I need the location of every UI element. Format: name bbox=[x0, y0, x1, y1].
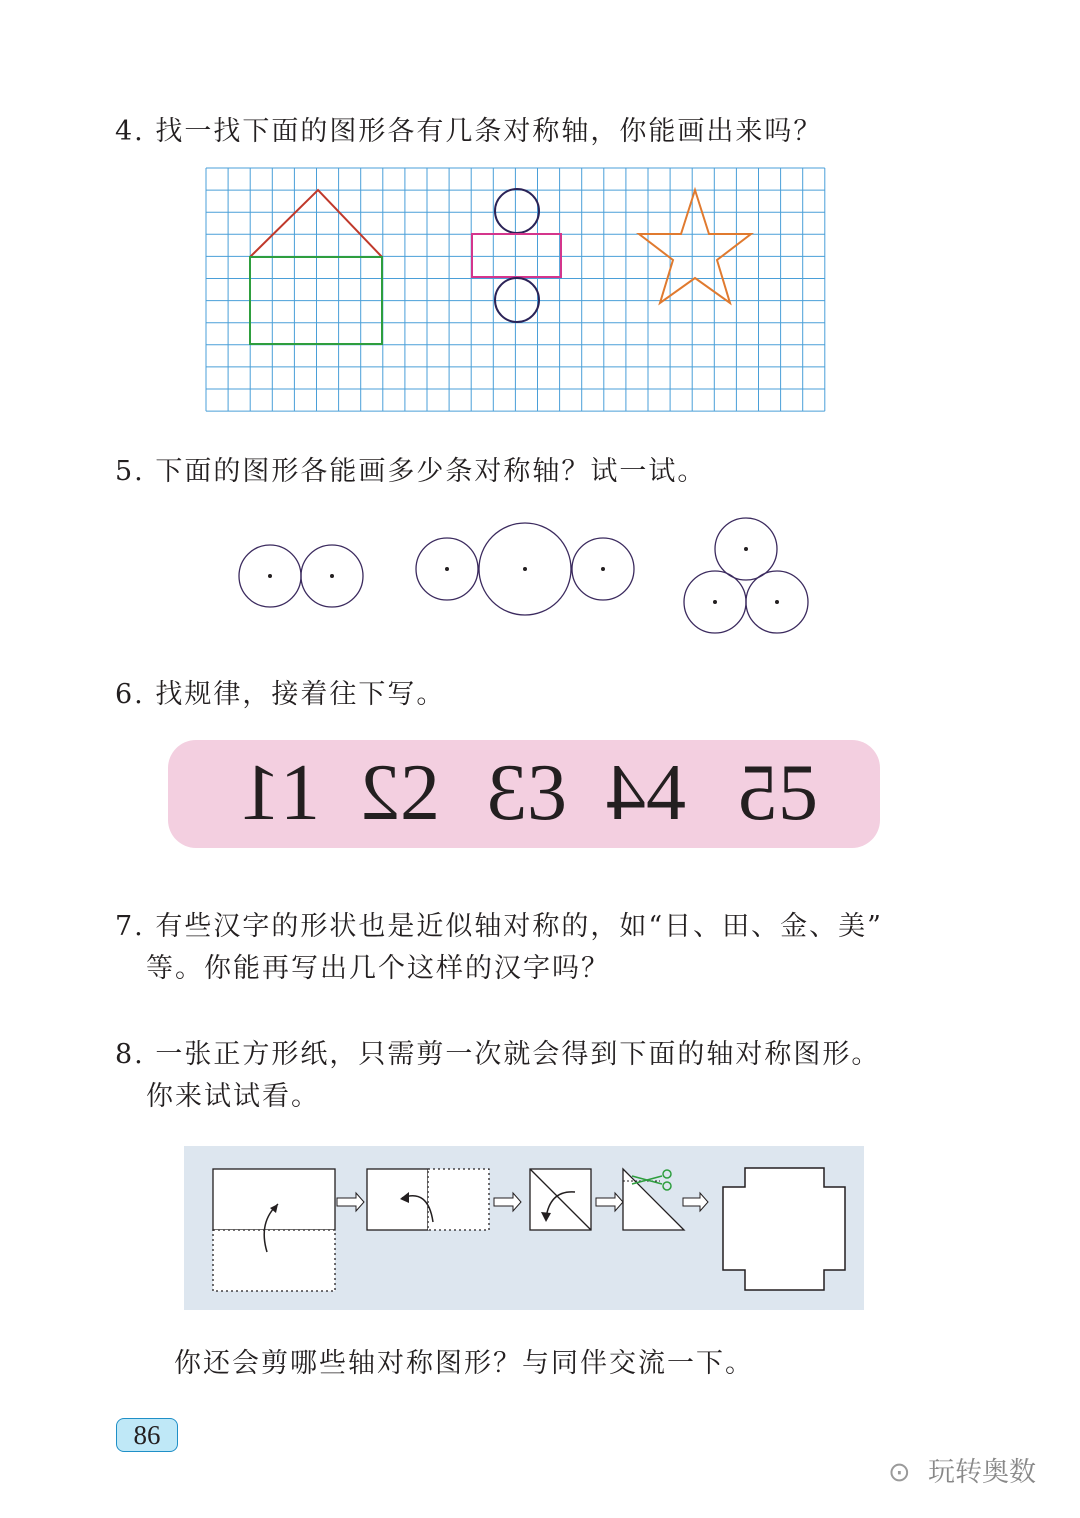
middle-rectangle bbox=[472, 234, 561, 277]
bottom-circle bbox=[495, 278, 539, 322]
center-dot bbox=[601, 567, 605, 571]
mirror-digit-3 bbox=[487, 748, 567, 838]
step-1-square bbox=[213, 1169, 335, 1291]
center-dot bbox=[268, 574, 272, 578]
five-point-star bbox=[639, 190, 751, 303]
center-dot bbox=[523, 567, 527, 571]
mirrored-half: 4 bbox=[606, 749, 646, 837]
page-number: 86 bbox=[116, 1418, 178, 1452]
wechat-icon: ⊙ bbox=[888, 1457, 911, 1488]
question-8-followup: 你还会剪哪些轴对称图形？与同伴交流一下。 bbox=[174, 1348, 754, 1379]
center-dot bbox=[330, 574, 334, 578]
top-circle bbox=[495, 189, 539, 233]
watermark-text: 玩转奥数 bbox=[928, 1457, 1036, 1488]
mirror-digit-2 bbox=[360, 748, 440, 838]
watermark bbox=[888, 1450, 1036, 1489]
question-7-line-2: 等。你能再写出几个这样的汉字吗？ bbox=[146, 953, 610, 984]
mirrored-half: 3 bbox=[487, 749, 527, 837]
step-2-folded bbox=[367, 1169, 428, 1230]
question-6-text: 6. 找规律，接着往下写。 bbox=[115, 679, 446, 710]
mirror-digit-5 bbox=[738, 748, 818, 838]
mirrored-half: 5 bbox=[738, 749, 778, 837]
question-8-line-2: 你来试试看。 bbox=[146, 1081, 320, 1112]
question-7-line-1: 7. 有些汉字的形状也是近似轴对称的，如“日、田、金、美” bbox=[115, 911, 883, 942]
step-2-dotted-half bbox=[428, 1169, 489, 1230]
three-circles-triangle-figure bbox=[684, 518, 808, 633]
mirror-digit-4 bbox=[606, 748, 686, 838]
mirrored-half: 2 bbox=[360, 749, 400, 837]
square-grid bbox=[206, 168, 825, 411]
digit: 4 bbox=[646, 749, 686, 837]
digit: 5 bbox=[778, 749, 818, 837]
question-8-line-1: 8. 一张正方形纸，只需剪一次就会得到下面的轴对称图形。 bbox=[115, 1039, 881, 1070]
center-dot bbox=[445, 567, 449, 571]
mirrored-half: 1 bbox=[240, 749, 280, 837]
center-dot bbox=[775, 600, 779, 604]
two-circles-figure bbox=[239, 545, 363, 607]
center-dot bbox=[713, 600, 717, 604]
question-5-text: 5. 下面的图形各能画多少条对称轴？试一试。 bbox=[115, 456, 707, 487]
mirror-digit-1 bbox=[240, 748, 320, 838]
center-dot bbox=[744, 547, 748, 551]
digit: 1 bbox=[280, 749, 320, 837]
question-4-text: 4. 找一找下面的图形各有几条对称轴，你能画出来吗？ bbox=[115, 116, 823, 147]
digit: 2 bbox=[400, 749, 440, 837]
digit: 3 bbox=[527, 749, 567, 837]
